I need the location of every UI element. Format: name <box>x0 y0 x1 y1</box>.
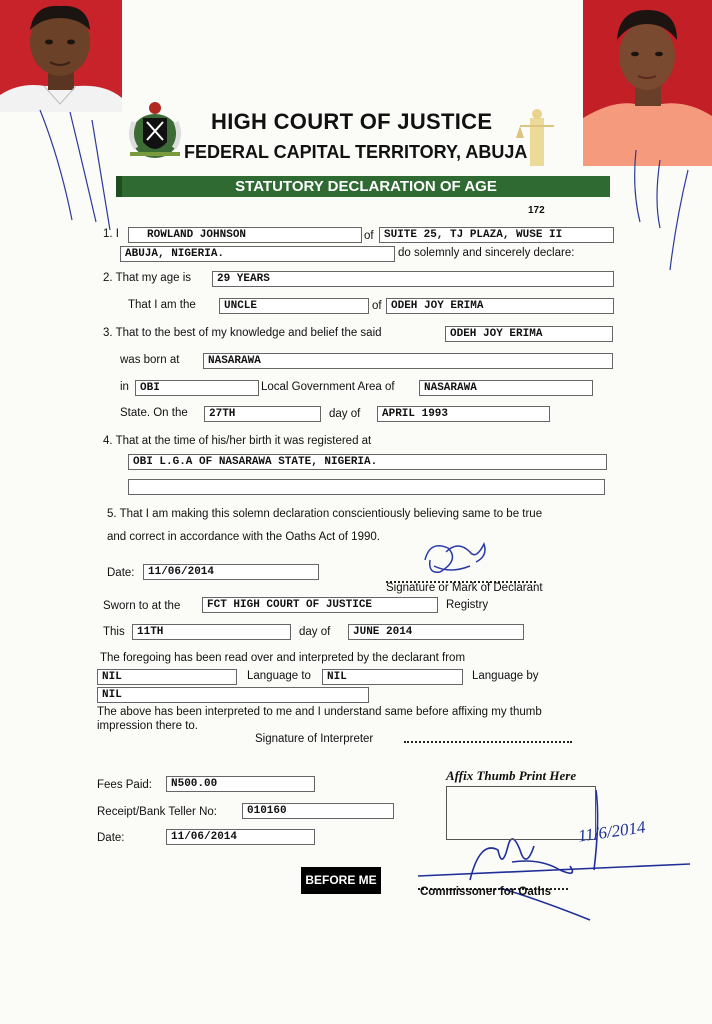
sworn-at-value: FCT HIGH COURT OF JUSTICE <box>202 597 438 613</box>
relation-value: UNCLE <box>219 298 369 314</box>
s2-of: of <box>372 300 382 312</box>
s1-of: of <box>364 230 374 242</box>
from-language: NIL <box>97 669 237 685</box>
in-label: in <box>120 381 129 393</box>
fees-date: 11/06/2014 <box>166 829 315 845</box>
language-by-label: Language by <box>472 670 539 682</box>
s5-line-1: 5. That I am making this solemn declaration conscientiously believing same to be true <box>107 508 543 520</box>
declarant-signature <box>425 544 485 572</box>
declare-text: do solemnly and sincerely declare: <box>398 247 575 259</box>
declarant-address-1: SUITE 25, TJ PLAZA, WUSE II <box>379 227 614 243</box>
to-language: NIL <box>322 669 463 685</box>
interpreter-signature-line <box>404 735 572 743</box>
relation-label: That I am the <box>128 299 196 311</box>
age-label: 2. That my age is <box>103 272 191 284</box>
territory-title: FEDERAL CAPITAL TERRITORY, ABUJA <box>184 142 528 162</box>
interpreted-statement: The above has been interpreted to me and I understand same before affixing my thumb <box>97 706 542 718</box>
born-label: was born at <box>120 354 180 366</box>
subject-name: ODEH JOY ERIMA <box>386 298 614 314</box>
state-value: NASARAWA <box>419 380 593 396</box>
interpreter-signature-label: Signature of Interpreter <box>255 733 374 745</box>
sworn-label: Sworn to at the <box>103 600 181 612</box>
age-value: 29 YEARS <box>212 271 614 287</box>
form-title-band <box>116 176 610 197</box>
declaration-date: 11/06/2014 <box>143 564 319 580</box>
receipt-value: 010160 <box>242 803 394 819</box>
s5-line-2: and correct in accordance with the Oaths Act of 1990. <box>107 531 380 543</box>
commissioner-label: Commissoner for Oaths <box>420 886 551 898</box>
registration-place: OBI L.G.A OF NASARAWA STATE, NIGERIA. <box>128 454 607 470</box>
thumb-print-box <box>446 786 596 840</box>
signature-label: Signature or Mark of Declarant <box>386 582 543 594</box>
foregoing-text: The foregoing has been read over and interpreted by the declarant from <box>100 652 466 664</box>
handwritten-date: 11/6/2014 <box>576 817 647 846</box>
form-title: STATUTORY DECLARATION OF AGE <box>235 178 497 195</box>
sworn-month-year: JUNE 2014 <box>348 624 524 640</box>
s3-label: 3. That to the best of my knowledge and belief the said <box>103 327 382 339</box>
receipt-label: Receipt/Bank Teller No: <box>97 806 217 818</box>
language-to-label: Language to <box>247 670 311 682</box>
s3-subject: ODEH JOY ERIMA <box>445 326 613 342</box>
fees-label: Fees Paid: <box>97 779 152 791</box>
registry-label: Registry <box>446 599 489 611</box>
lga-value: OBI <box>135 380 259 396</box>
sworn-day-of: day of <box>299 626 331 638</box>
s4-label: 4. That at the time of his/her birth it was registered at <box>103 435 372 447</box>
fees-value: N500.00 <box>166 776 315 792</box>
serial-number: 172 <box>528 205 545 216</box>
lga-label: Local Government Area of <box>261 381 395 393</box>
state-label: State. On the <box>120 407 188 419</box>
interpreted-statement-2: impression there to. <box>97 720 198 732</box>
birth-day: 27TH <box>204 406 321 422</box>
birth-month-year: APRIL 1993 <box>377 406 550 422</box>
coat-of-arms-icon <box>130 102 180 158</box>
born-at-value: NASARAWA <box>203 353 613 369</box>
s1-num: 1. I <box>103 228 119 240</box>
court-title: HIGH COURT OF JUSTICE <box>211 109 493 134</box>
before-me-label: BEFORE ME <box>301 867 381 894</box>
fees-date-label: Date: <box>97 832 125 844</box>
declarant-name: ROWLAND JOHNSON <box>128 227 362 243</box>
sworn-day: 11TH <box>132 624 291 640</box>
registration-line-2 <box>128 479 605 495</box>
interpreted-by: NIL <box>97 687 369 703</box>
birth-day-of: day of <box>329 408 361 420</box>
declarant-address-2: ABUJA, NIGERIA. <box>120 246 395 262</box>
this-label: This <box>103 626 125 638</box>
thumb-print-label: Affix Thumb Print Here <box>446 768 577 783</box>
declaration-date-label: Date: <box>107 567 135 579</box>
